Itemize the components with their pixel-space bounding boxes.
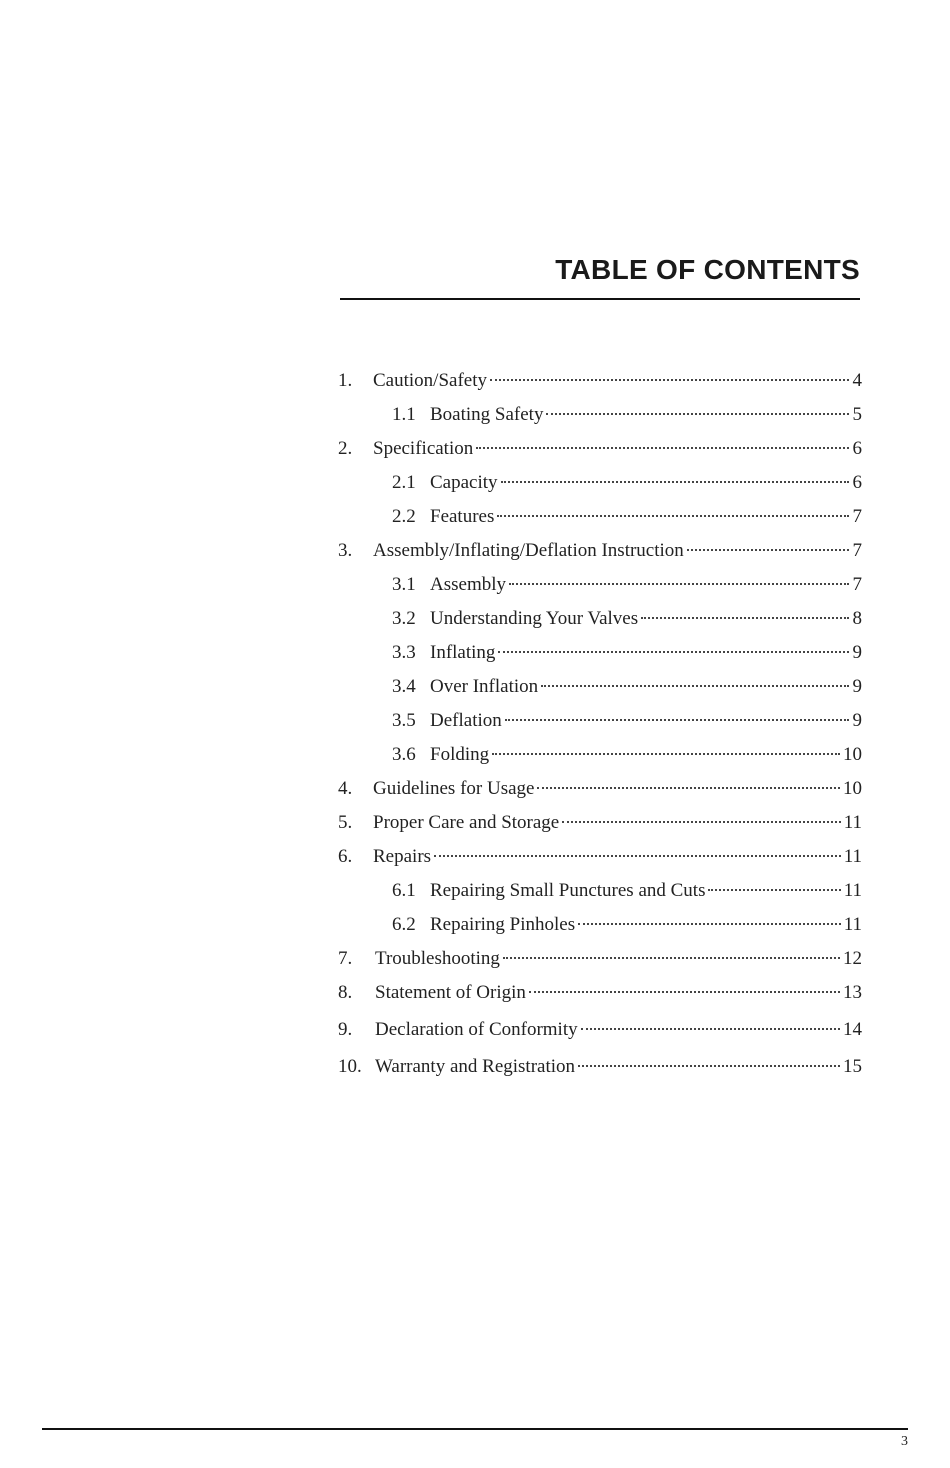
toc-subsection-entry[interactable] xyxy=(338,604,862,638)
toc-entry-title: Understanding Your Valves xyxy=(430,608,639,629)
toc-entry-title: Inflating xyxy=(430,642,496,663)
toc-subsection-entry[interactable] xyxy=(338,570,862,604)
toc-entry-page: 6 xyxy=(852,472,862,493)
footer-rule xyxy=(42,1428,908,1430)
dot-leader xyxy=(503,957,840,959)
toc-section-entry[interactable] xyxy=(338,1015,862,1052)
toc-subsection-entry[interactable] xyxy=(338,706,862,740)
dot-leader xyxy=(581,1028,840,1030)
toc-subsection-entry[interactable] xyxy=(338,638,862,672)
toc-subsection-entry[interactable] xyxy=(338,876,862,910)
toc-entry-number: 2.2 xyxy=(392,506,416,527)
dot-leader xyxy=(497,515,849,517)
dot-leader xyxy=(541,685,849,687)
dot-leader xyxy=(476,447,849,449)
toc-entry-title: Proper Care and Storage xyxy=(373,812,560,833)
toc-section-entry[interactable] xyxy=(338,842,862,876)
toc-entry-title: Deflation xyxy=(430,710,502,731)
toc-entry-title: Specification xyxy=(373,438,474,459)
toc-entry-page: 10 xyxy=(843,744,862,765)
toc-entry-page: 15 xyxy=(843,1056,862,1077)
toc-entry-number: 3.4 xyxy=(392,676,416,697)
dot-leader xyxy=(546,413,849,415)
toc-entry-number: 2. xyxy=(338,438,353,459)
toc-section-entry[interactable] xyxy=(338,366,862,400)
toc-entry-number: 3.3 xyxy=(392,642,416,663)
toc-subsection-entry[interactable] xyxy=(338,740,862,774)
toc-entry-title: Repairs xyxy=(373,846,432,867)
toc-entry-page: 14 xyxy=(843,1019,862,1040)
toc-entry-title: Assembly xyxy=(430,574,506,595)
dot-leader xyxy=(537,787,840,789)
toc-entry-number: 2.1 xyxy=(392,472,416,493)
toc-section-entry[interactable] xyxy=(338,808,862,842)
toc-list xyxy=(338,366,862,1089)
toc-entry-number: 5. xyxy=(338,812,353,833)
dot-leader xyxy=(509,583,849,585)
toc-entry-title: Guidelines for Usage xyxy=(373,778,535,799)
toc-subsection-entry[interactable] xyxy=(338,400,862,434)
toc-section-entry[interactable] xyxy=(338,978,862,1015)
dot-leader xyxy=(505,719,849,721)
dot-leader xyxy=(434,855,841,857)
page-number: 3 xyxy=(901,1434,908,1449)
toc-entry-page: 5 xyxy=(852,404,862,425)
toc-entry-title: Folding xyxy=(430,744,490,765)
toc-entry-number: 3.2 xyxy=(392,608,416,629)
toc-entry-page: 4 xyxy=(852,370,862,391)
toc-entry-number: 4. xyxy=(338,778,353,799)
page-title: TABLE OF CONTENTS xyxy=(555,254,860,285)
toc-entry-title: Features xyxy=(430,506,495,527)
toc-section-entry[interactable] xyxy=(338,944,862,978)
toc-section-entry[interactable] xyxy=(338,434,862,468)
toc-section-entry[interactable] xyxy=(338,536,862,570)
toc-entry-title: Capacity xyxy=(430,472,498,493)
toc-entry-number: 3.6 xyxy=(392,744,416,765)
toc-entry-page: 10 xyxy=(843,778,862,799)
toc-entry-page: 11 xyxy=(843,880,862,901)
toc-section-entry[interactable] xyxy=(338,774,862,808)
title-underline xyxy=(340,298,860,300)
dot-leader xyxy=(687,549,849,551)
toc-entry-page: 9 xyxy=(852,676,862,697)
toc-entry-page: 7 xyxy=(852,574,862,595)
dot-leader xyxy=(501,481,849,483)
toc-entry-number: 1. xyxy=(338,370,353,391)
toc-entry-page: 11 xyxy=(843,846,862,867)
toc-subsection-entry[interactable] xyxy=(338,672,862,706)
dot-leader xyxy=(641,617,849,619)
toc-section-entry[interactable] xyxy=(338,1052,862,1089)
toc-entry-page: 12 xyxy=(843,948,862,969)
toc-entry-page: 9 xyxy=(852,642,862,663)
toc-entry-number: 9. xyxy=(338,1019,353,1040)
toc-entry-title: Statement of Origin xyxy=(375,982,526,1003)
toc-entry-title: Repairing Pinholes xyxy=(430,914,576,935)
toc-entry-title: Warranty and Registration xyxy=(375,1056,576,1077)
toc-entry-page: 9 xyxy=(852,710,862,731)
dot-leader xyxy=(492,753,840,755)
toc-subsection-entry[interactable] xyxy=(338,468,862,502)
dot-leader xyxy=(498,651,849,653)
toc-entry-page: 11 xyxy=(843,812,862,833)
toc-entry-title: Repairing Small Punctures and Cuts xyxy=(430,880,706,901)
dot-leader xyxy=(490,379,849,381)
toc-entry-page: 7 xyxy=(852,540,862,561)
toc-entry-number: 3.1 xyxy=(392,574,416,595)
toc-entry-page: 11 xyxy=(843,914,862,935)
toc-entry-number: 10. xyxy=(338,1056,362,1077)
dot-leader xyxy=(578,1065,840,1067)
toc-entry-page: 6 xyxy=(852,438,862,459)
toc-entry-title: Declaration of Conformity xyxy=(375,1019,578,1040)
toc-entry-title: Troubleshooting xyxy=(375,948,500,969)
toc-entry-number: 7. xyxy=(338,948,353,969)
toc-entry-title: Boating Safety xyxy=(430,404,544,425)
toc-entry-title: Caution/Safety xyxy=(373,370,487,391)
toc-entry-number: 6.1 xyxy=(392,880,416,901)
dot-leader xyxy=(529,991,840,993)
toc-entry-title: Assembly/Inflating/Deflation Instruction xyxy=(373,540,684,561)
toc-entry-title: Over Inflation xyxy=(430,676,539,697)
toc-entry-page: 13 xyxy=(843,982,862,1003)
dot-leader xyxy=(562,821,840,823)
toc-entry-number: 8. xyxy=(338,982,353,1003)
toc-subsection-entry[interactable] xyxy=(338,910,862,944)
toc-entry-number: 1.1 xyxy=(392,404,416,425)
toc-entry-number: 3. xyxy=(338,540,353,561)
dot-leader xyxy=(708,889,840,891)
toc-entry-page: 7 xyxy=(852,506,862,527)
dot-leader xyxy=(578,923,841,925)
toc-subsection-entry[interactable] xyxy=(338,502,862,536)
toc-entry-number: 3.5 xyxy=(392,710,416,731)
toc-entry-page: 8 xyxy=(852,608,862,629)
toc-entry-number: 6. xyxy=(338,846,353,867)
toc-entry-number: 6.2 xyxy=(392,914,416,935)
